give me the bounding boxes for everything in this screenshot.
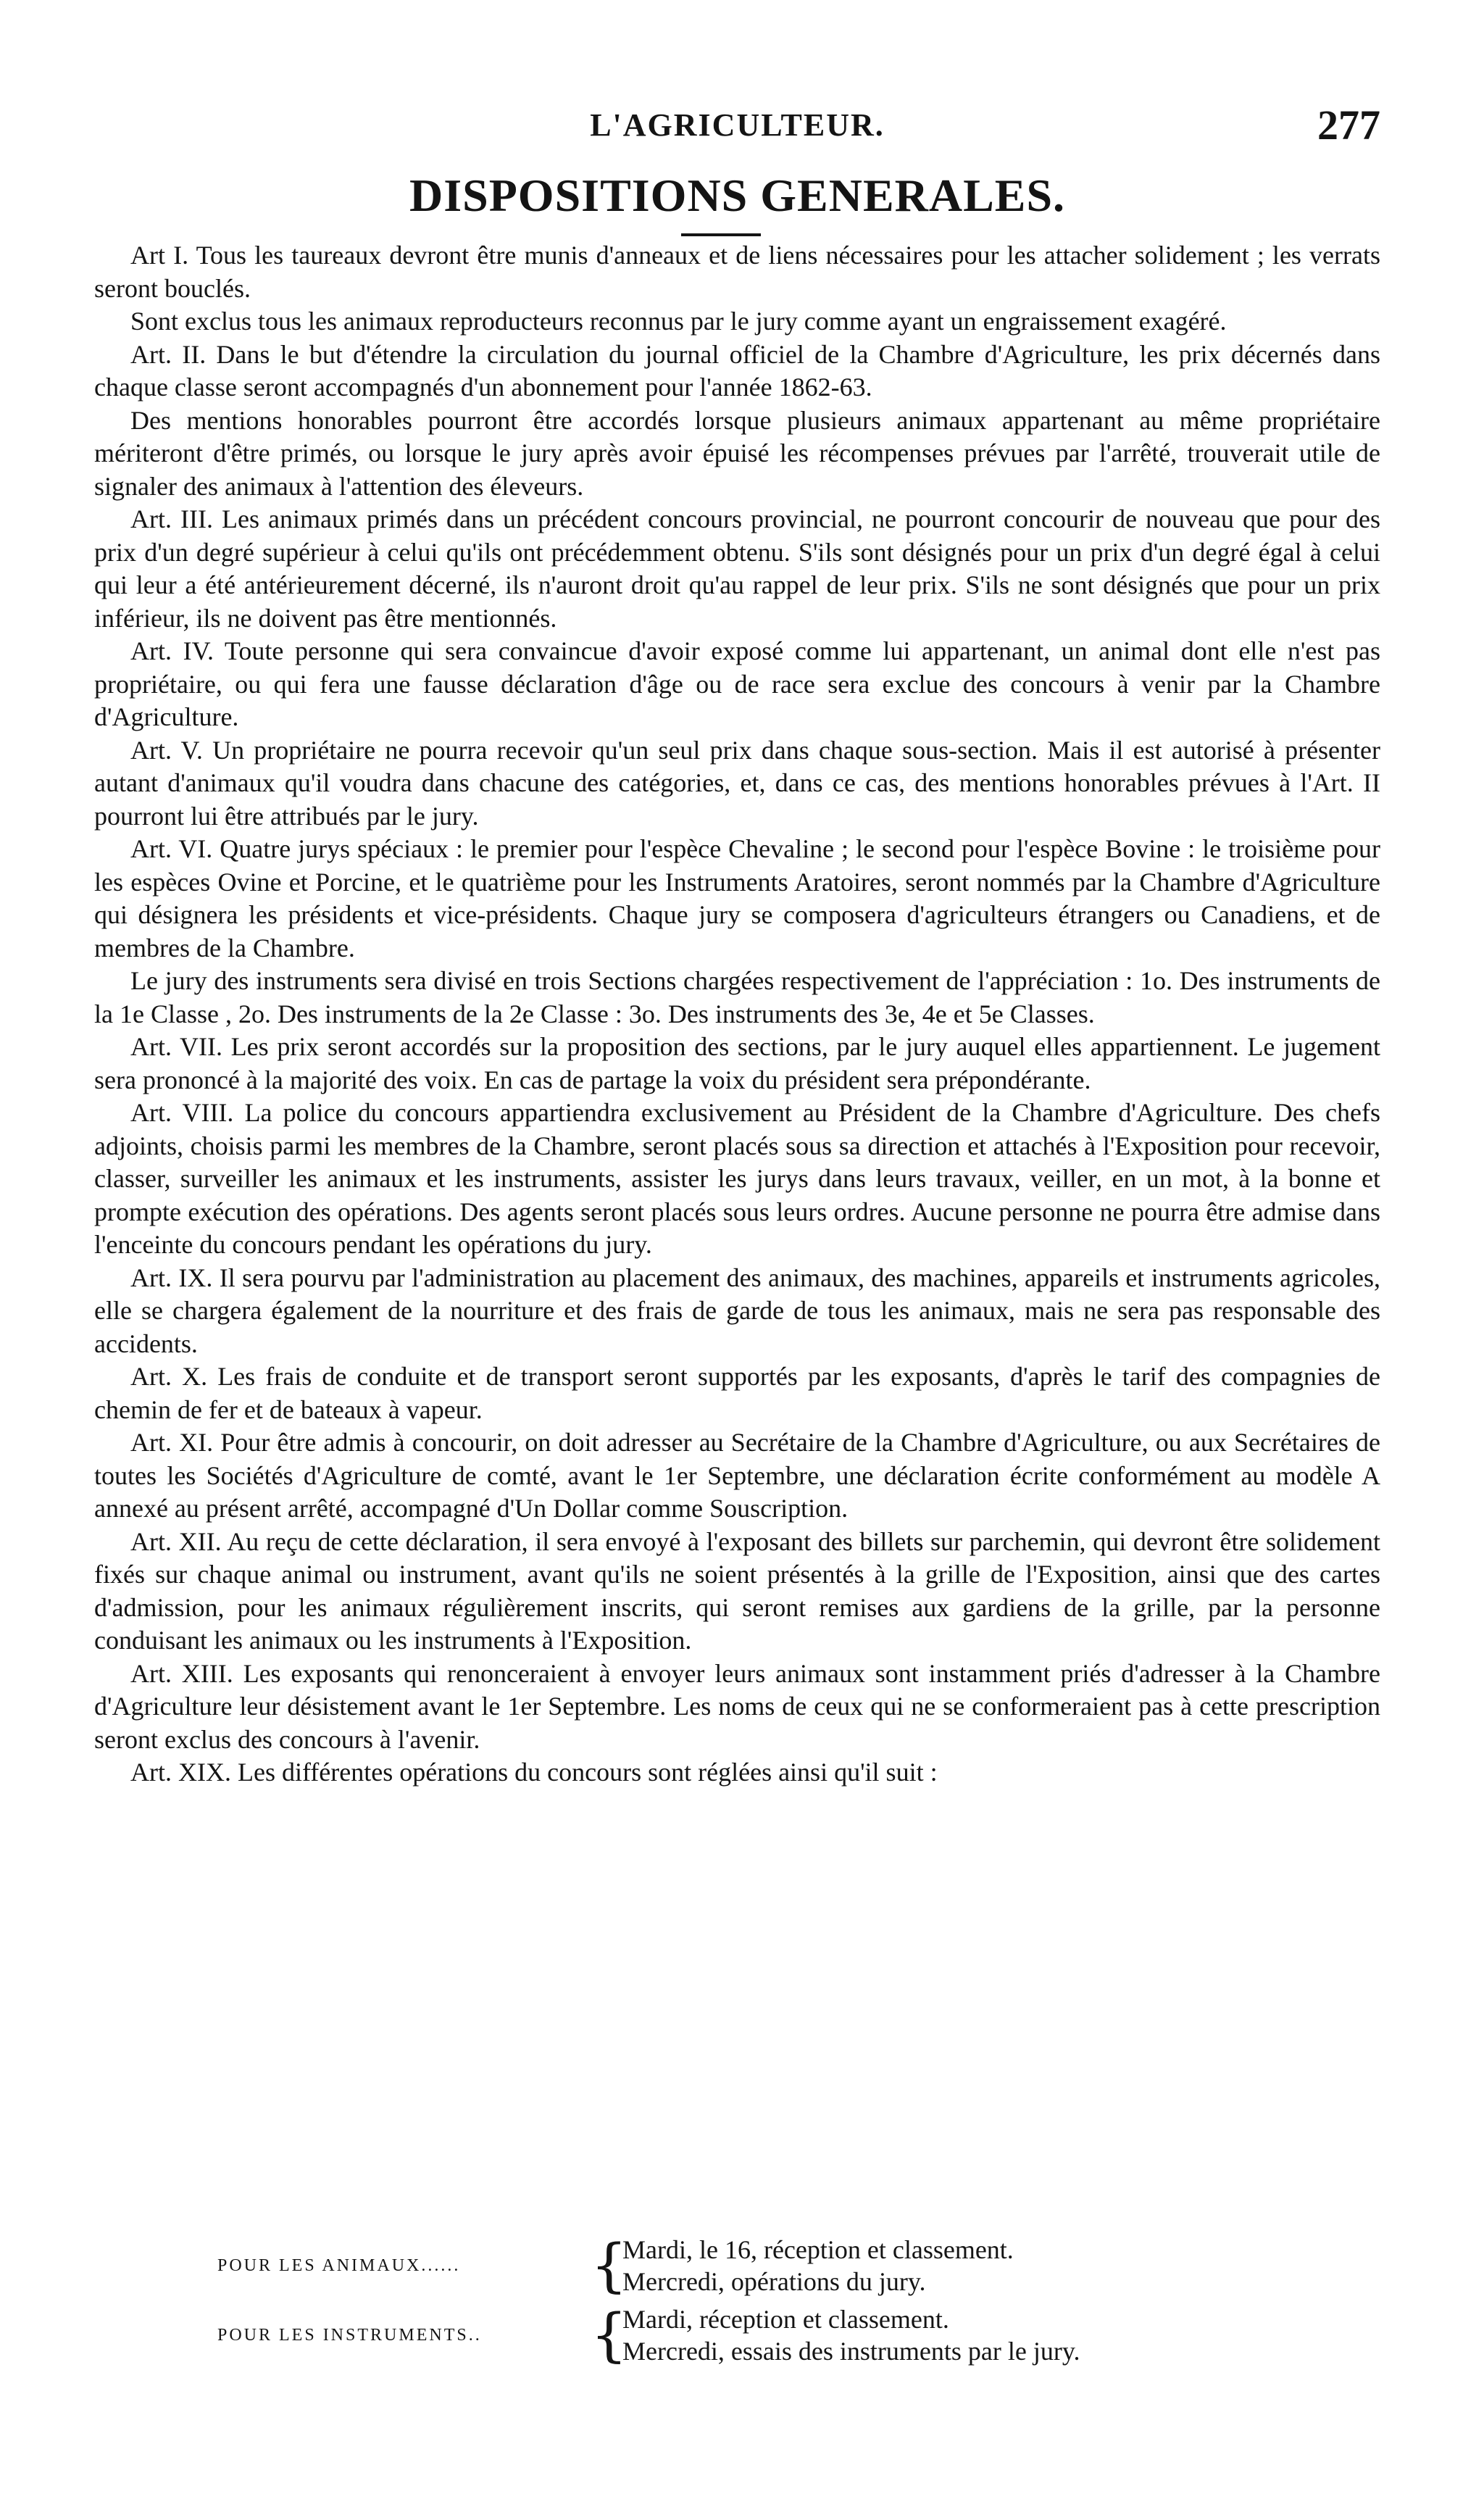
schedule-row-animals <box>217 2231 1377 2300</box>
schedule-line: Mardi, le 16, réception et classement. <box>622 2235 1014 2264</box>
article-paragraph: Art. V. Un propriétaire ne pourra recevoir qu'un seul prix dans chaque sous-section. Mais il est autorisé à présenter autant d'animaux qu'il voudra dans chacune des catégories, et, dans ce cas, des mentions honorables prévues à l'Art. II pourront lui être attribués par le jury. <box>94 735 1380 831</box>
article-paragraph: Art. VII. Les prix seront accordés sur la proposition des sections, par le jury auquel elles appartiennent. Le jugement sera prononcé à la majorité des voix. En cas de partage la voix du président sera prépondérante. <box>94 1032 1380 1094</box>
article-paragraph: Art. IV. Toute personne qui sera convaincue d'avoir exposé comme lui appartenant, un animal dont elle n'est pas propriétaire, ou qui fera une fausse déclaration d'âge ou de race sera exclue des concours à venir par la Chambre d'Agriculture. <box>94 636 1380 731</box>
brace-glyph: { <box>591 2232 628 2299</box>
schedule-lines <box>622 2234 1014 2298</box>
title-rule <box>681 233 761 236</box>
schedule-line: Mardi, réception et classement. <box>622 2305 949 2334</box>
page-number: 277 <box>1317 101 1380 149</box>
schedule-lines <box>622 2303 1080 2367</box>
brace-glyph: { <box>591 2301 628 2369</box>
schedule-line: Mercredi, opérations du jury. <box>622 2267 926 2296</box>
article-paragraph: Art. XII. Au reçu de cette déclaration, il sera envoyé à l'exposant des billets sur parchemin, qui devront être solidement fixés sur chaque animal ou instrument, avant qu'ils ne soient présentés à la grille de l'Exposition, ainsi que des cartes d'admission, pour les animaux régulièrement inscrits, qui seront remises aux gardiens de la grille, par la personne conduisant les animaux ou les instruments à l'Exposition. <box>94 1526 1380 1655</box>
article-paragraph: Art. XIX. Les différentes opérations du concours sont réglées ainsi qu'il suit : <box>130 1758 938 1787</box>
section-title: DISPOSITIONS GENERALES. <box>409 170 1066 221</box>
schedule-line: Mercredi, essais des instruments par le jury. <box>622 2337 1080 2366</box>
article-paragraph: Art. VI. Quatre jurys spéciaux : le premier pour l'espèce Chevaline ; le second pour l'espèce Bovine : le troisième pour les espèces Ovine et Porcine, et le quatrième pour les Instruments Aratoires, seront nommés par la Chambre d'Agriculture qui désignera les présidents et vice-présidents. Chaque jury se composera d'agriculteurs étrangers ou Canadiens, et de membres de la Chambre. <box>94 834 1380 962</box>
article-paragraph: Sont exclus tous les animaux reproducteurs reconnus par le jury comme ayant un engraissement exagéré. <box>130 307 1227 336</box>
article-paragraph: Art. IX. Il sera pourvu par l'administration au placement des animaux, des machines, appareils et instruments agricoles, elle se chargera également de la nourriture et des frais de garde de tous les animaux, mais ne sera pas responsable des accidents. <box>94 1263 1380 1358</box>
schedule-label: POUR LES INSTRUMENTS.. <box>217 2326 482 2345</box>
article-paragraph: Art I. Tous les taureaux devront être munis d'anneaux et de liens nécessaires pour les attacher solidement ; les verrats seront bouclés. <box>94 241 1380 303</box>
running-title: L'AGRICULTEUR. <box>590 107 885 143</box>
article-paragraph: Art. XIII. Les exposants qui renonceraient à envoyer leurs animaux sont instamment priés d'adresser à la Chambre d'Agriculture leur désistement avant le 1er Septembre. Les noms de ceux qui ne se conformeraient pas à cette prescription seront exclus des concours à l'avenir. <box>94 1658 1380 1754</box>
body-text <box>94 239 1380 1789</box>
schedule-label: POUR LES ANIMAUX...... <box>217 2256 461 2275</box>
article-paragraph: Art. II. Dans le but d'étendre la circulation du journal officiel de la Chambre d'Agriculture, les prix décernés dans chaque classe seront accompagnés d'un abonnement pour l'année 1862-63. <box>94 339 1380 402</box>
article-paragraph: Le jury des instruments sera divisé en trois Sections chargées respectivement de l'appréciation : 1o. Des instruments de la 1e Classe , 2o. Des instruments de la 2e Classe : 3o. Des instruments des 3e, 4e et 5e Classes. <box>94 966 1380 1028</box>
article-paragraph: Art. VIII. La police du concours appartiendra exclusivement au Président de la Chambre d'Agriculture. Des chefs adjoints, choisis parmi les membres de la Chambre, seront placés sous sa direction et attachés à l'Exposition pour recevoir, classer, surveiller les animaux et les instruments, assister les jurys dans leurs travaux, veiller, en un mot, à la bonne et prompte exécution des opérations. Des agents seront placés sous leurs ordres. Aucune personne ne pourra être admise dans l'enceinte du concours pendant les opérations du jury. <box>94 1098 1380 1259</box>
article-paragraph: Art. XI. Pour être admis à concourir, on doit adresser au Secrétaire de la Chambre d'Agriculture, ou aux Secrétaires de toutes les Sociétés d'Agriculture de comté, avant le 1er Septembre, une déclaration écrite conformément au modèle A annexé au présent arrêté, accompagné d'Un Dollar comme Souscription. <box>94 1428 1380 1523</box>
article-paragraph: Des mentions honorables pourront être accordés lorsque plusieurs animaux appartenant au même propriétaire mériteront d'être primés, ou lorsque le jury après avoir épuisé les récompenses prévues par l'arrêté, trouverait utile de signaler des animaux à l'attention des éleveurs. <box>94 405 1380 501</box>
schedule-row-instruments <box>217 2300 1377 2370</box>
article-paragraph: Art. III. Les animaux primés dans un précédent concours provincial, ne pourront concourir de nouveau que pour des prix d'un degré supérieur à celui qu'ils ont précédemment obtenu. S'ils sont désignés pour un prix d'un degré égal à celui qui leur a été antérieurement décerné, ils n'auront droit qu'au rappel de leur prix. S'ils ne sont désignés que pour un prix inférieur, ils ne doivent pas être mentionnés. <box>94 504 1380 633</box>
article-paragraph: Art. X. Les frais de conduite et de transport seront supportés par les exposants, d'après le tarif des compagnies de chemin de fer et de bateaux à vapeur. <box>94 1362 1380 1424</box>
running-header <box>94 100 1380 151</box>
schedule-table <box>217 2231 1377 2370</box>
